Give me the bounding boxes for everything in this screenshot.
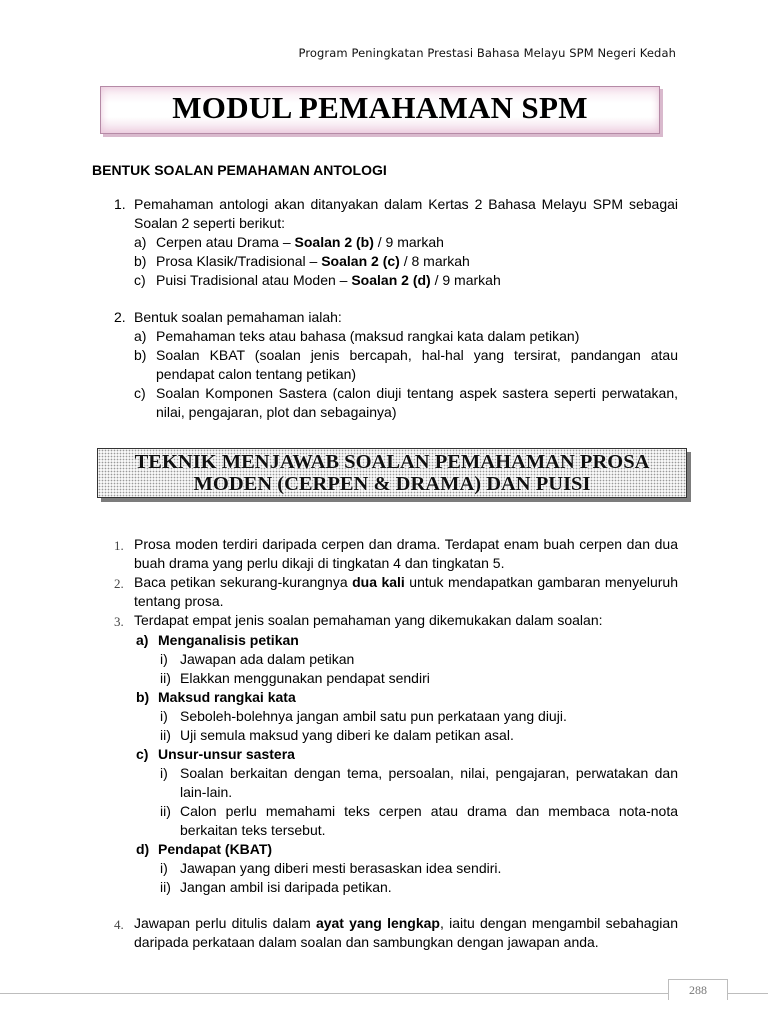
sub-item: a) Pemahaman teks atau bahasa (maksud rangkai kata dalam petikan) [134, 328, 580, 344]
list-item: 2. Baca petikan sekurang-kurangnya dua kali untuk mendapatkan gambaran menyeluruh tentang prosa. [114, 574, 678, 609]
item-text: Bentuk soalan pemahaman ialah: [134, 309, 342, 325]
section-heading: BENTUK SOALAN PEMAHAMAN ANTOLOGI [92, 162, 387, 178]
teknik-list [114, 535, 678, 952]
sub-item: c) Puisi Tradisional atau Moden – Soalan 2 (d) / 9 markah [134, 272, 501, 288]
roman-item: ii) Calon perlu memahami teks cerpen atau drama dan membaca nota-nota berkaitan teks tersebut. [160, 803, 678, 838]
item-text: Pemahaman antologi akan ditanyakan dalam Kertas 2 Bahasa Melayu SPM sebagai Soalan 2 seperti berikut: [134, 196, 678, 231]
running-head: Program Peningkatan Prestasi Bahasa Melayu SPM Negeri Kedah [298, 46, 676, 60]
page-title: MODUL PEMAHAMAN SPM [172, 90, 588, 125]
list-item: 1. Prosa moden terdiri daripada cerpen dan drama. Terdapat enam buah cerpen dan dua buah drama yang perlu dikaji di tingkatan 4 dan tingkatan 5. [114, 536, 678, 571]
list-item: 4. Jawapan perlu ditulis dalam ayat yang lengkap, iaitu dengan mengambil sebahagian daripada perkataan dalam soalan dan sambungkan dengan jawapan anda. [114, 915, 678, 950]
sub-item: b) Soalan KBAT (soalan jenis bercapah, hal-hal yang tersirat, pandangan atau pendapat calon tentang petikan) [134, 347, 678, 382]
roman-item: i) Soalan berkaitan dengan tema, persoalan, nilai, pengajaran, perwatakan dan lain-lain. [160, 765, 678, 800]
teknik-heading-box [97, 448, 687, 498]
roman-item: ii) Uji semula maksud yang diberi ke dalam petikan asal. [160, 727, 514, 743]
roman-item: i) Jawapan yang diberi mesti berasaskan idea sendiri. [160, 860, 502, 876]
roman-item: ii) Jangan ambil isi daripada petikan. [160, 879, 392, 895]
title-banner [100, 86, 660, 134]
sub-heading: c) Unsur-unsur sastera [136, 746, 295, 762]
page-number: 288 [668, 979, 728, 1000]
roman-item: i) Seboleh-bolehnya jangan ambil satu pun perkataan yang diuji. [160, 708, 567, 724]
list-item-2 [114, 308, 678, 422]
sub-heading: d) Pendapat (KBAT) [136, 841, 273, 857]
sub-item: a) Cerpen atau Drama – Soalan 2 (b) / 9 markah [134, 234, 444, 250]
list-item-1 [114, 195, 678, 290]
sub-item: c) Soalan Komponen Sastera (calon diuji tentang aspek sastera seperti perwatakan, nilai, pengajaran, plot dan sebagainya) [134, 385, 678, 420]
teknik-heading-line-2: MODEN (CERPEN & DRAMA) DAN PUISI [193, 473, 591, 495]
footer-rule [0, 993, 768, 994]
sub-heading: a) Menganalisis petikan [136, 632, 299, 648]
roman-item: ii) Elakkan menggunakan pendapat sendiri [160, 670, 430, 686]
sub-heading: b) Maksud rangkai kata [136, 689, 296, 705]
sub-item: b) Prosa Klasik/Tradisional – Soalan 2 (c) / 8 markah [134, 253, 470, 269]
roman-item: i) Jawapan ada dalam petikan [160, 651, 355, 667]
item-number: 2. [114, 309, 126, 325]
teknik-heading-line-1: TEKNIK MENJAWAB SOALAN PEMAHAMAN PROSA [134, 451, 650, 473]
item-number: 1. [114, 196, 126, 212]
list-item: 3. Terdapat empat jenis soalan pemahaman yang dikemukakan dalam soalan: [114, 612, 603, 629]
